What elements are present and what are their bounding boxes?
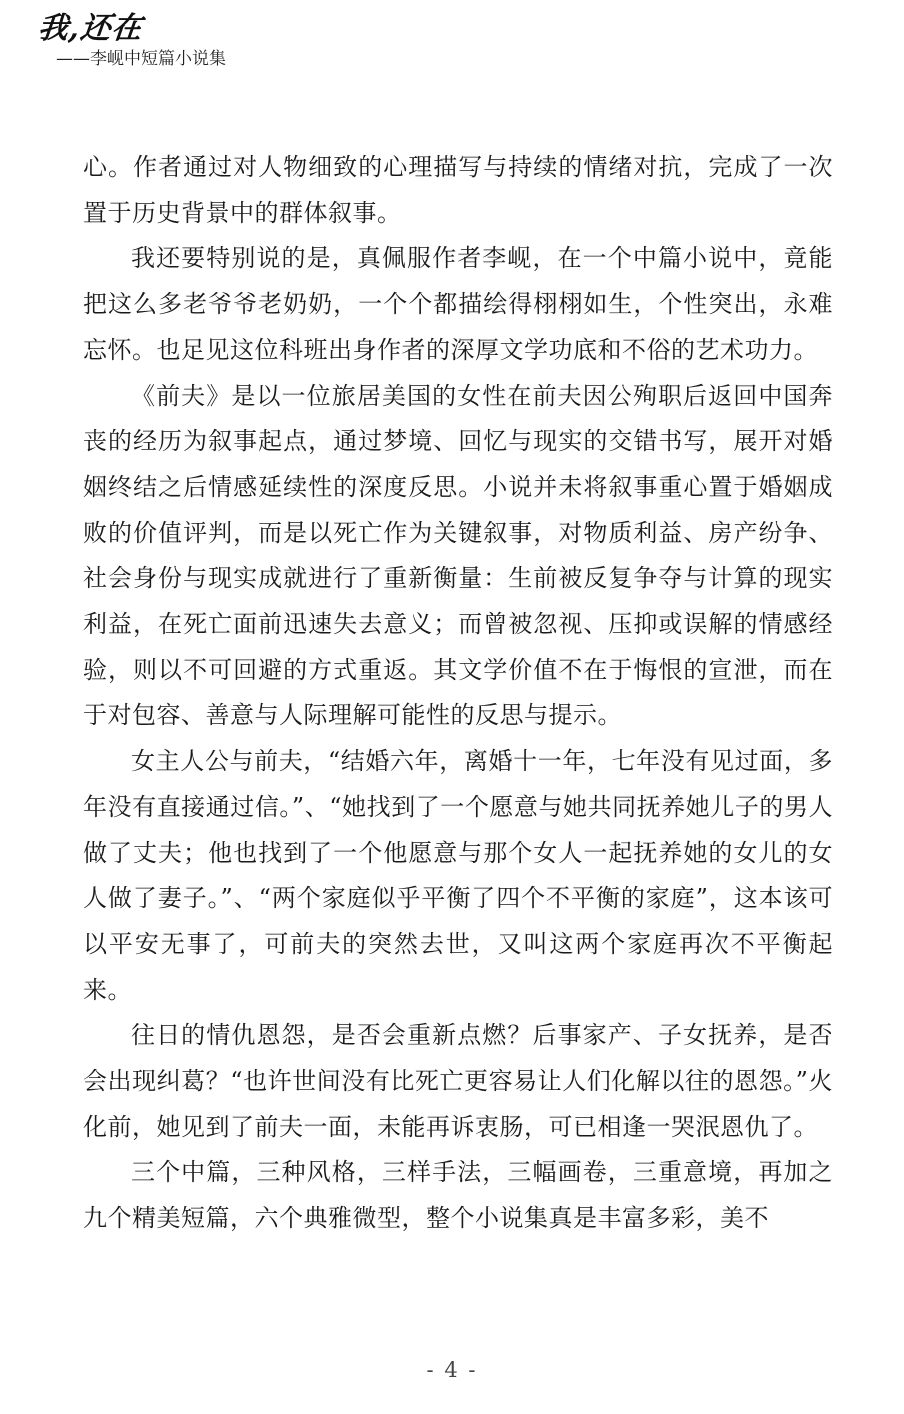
book-title-logo: 我,还在 <box>36 11 145 46</box>
paragraph: 《前夫》是以一位旅居美国的女性在前夫因公殉职后返回中国奔丧的经历为叙事起点，通过梦境、回忆与现实的交错书写，展开对婚姻终结之后情感延续性的深度反思。小说并未将叙事重心置于婚姻成败的价值评判，而是以死亡作为关键叙事，对物质利益、房产纷争、社会身份与现实成就进行了重新衡量：生前被反复争夺与计算的现实利益，在死亡面前迅速失去意义；而曾被忽视、压抑或误解的情感经验，则以不可回避的方式重返。其文学价值不在于悔恨的宣泄，而在于对包容、善意与人际理解可能性的反思与提示。 <box>83 381 833 730</box>
body-text <box>83 145 833 1242</box>
paragraph: 我还要特别说的是，真佩服作者李岘，在一个中篇小说中，竟能把这么多老爷爷老奶奶，一个个都描绘得栩栩如生，个性突出，永难忘怀。也足见这位科班出身作者的深厚文学功底和不俗的艺术功力。 <box>83 244 833 364</box>
running-header <box>38 12 226 70</box>
book-subtitle: ——李岘中短篇小说集 <box>56 49 226 69</box>
paragraph: 三个中篇，三种风格，三样手法，三幅画卷，三重意境，再加之九个精美短篇，六个典雅微型，整个小说集真是丰富多彩，美不 <box>83 1158 833 1233</box>
paragraph: 女主人公与前夫，“结婚六年，离婚十一年，七年没有见过面，多年没有直接通过信。”、“她找到了一个愿意与她共同抚养她儿子的男人做了丈夫；他也找到了一个他愿意与那个女人一起抚养她的女儿的女人做了妻子。”、“两个家庭似乎平衡了四个不平衡的家庭”，这本该可以平安无事了，可前夫的突然去世，又叫这两个家庭再次不平衡起来。 <box>83 747 833 1004</box>
paragraph-continuation: 心。作者通过对人物细致的心理描写与持续的情绪对抗，完成了一次置于历史背景中的群体叙事。 <box>83 153 833 227</box>
paragraph: 往日的情仇恩怨，是否会重新点燃？后事家产、子女抚养，是否会出现纠葛？“也许世间没有比死亡更容易让人们化解以往的恩怨。”火化前，她见到了前夫一面，未能再诉衷肠，可已相逢一哭泯恩仇了。 <box>83 1021 833 1141</box>
page-number: - 4 - <box>426 1358 478 1382</box>
